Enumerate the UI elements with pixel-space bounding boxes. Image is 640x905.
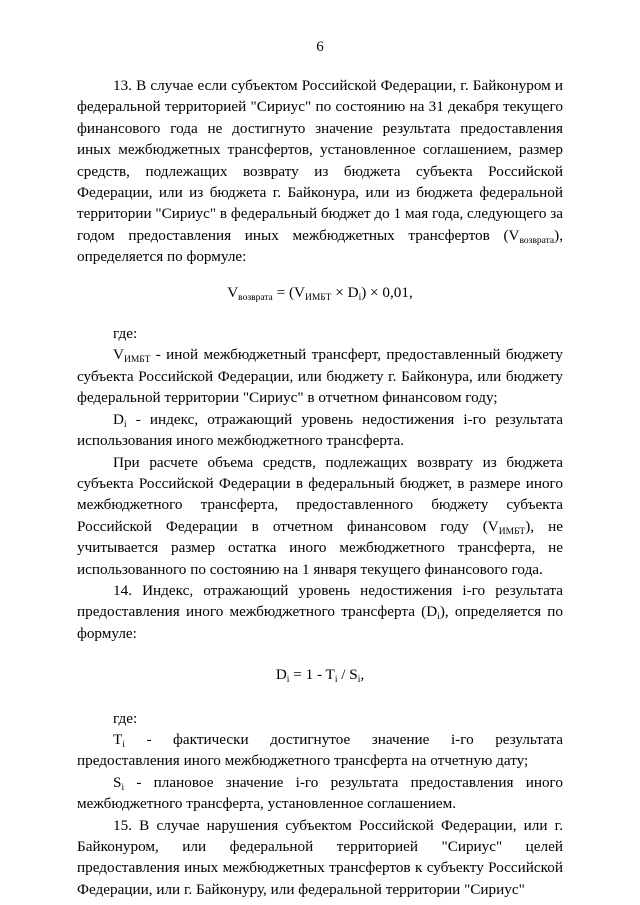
definition-si: $S_i$ - плановое значение i-го результата предоставления иного межбюджетного трансферта, установленное соглашением. bbox=[77, 773, 563, 813]
paragraph-15: 15. В случае нарушения субъектом Российской Федерации, или г. Байконуром, или федеральной территорией "Сириус" целей предоставления иных межбюджетных трансфертов к субъекту Российской Федерации, или г. Байконуру, или федеральной территории "Сириус" bbox=[77, 816, 563, 898]
where-label-2: где: bbox=[113, 709, 138, 727]
paragraph-calculation: При расчете объема средств, подлежащих возврату из бюджета субъекта Российской Федерации в федеральный бюджет, в размере иного межбюджетного трансферта, предоставленного бюджету субъекта Российской Федерации в отчетном финансовом году $(V_{ИМБТ})$, не учитывается размер остатка иного межбюджетного трансферта, не использованного по состоянию на 1 января текущего финансового года. bbox=[77, 453, 563, 578]
definition-ti: $T_i$ - фактически достигнутое значение i-го результата предоставления иного межбюджетного трансферта на отчетную дату; bbox=[77, 730, 563, 770]
definition-di: $D_i$ - индекс, отражающий уровень недостижения i-го результата использования иного межбюджетного трансферта. bbox=[77, 410, 563, 450]
formula-index: $D_i = 1 - T_i / S_i$, bbox=[275, 666, 365, 686]
definition-vimbt: $V_{ИМБТ}$ - иной межбюджетный трансферт, предоставленный бюджету субъекта Российской Федерации, или бюджету г. Байконура, или бюджету федеральной территории "Сириус" в отчетном финансовом году; bbox=[77, 346, 563, 407]
paragraph-14: 14. Индекс, отражающий уровень недостижения i-го результата предоставления иного межбюджетного трансферта $(D_i)$, определяется по формуле: bbox=[77, 581, 563, 642]
paragraph-13: 13. В случае если субъектом Российской Федерации, г. Байконуром и федеральной территорией "Сириус" по состоянию на 31 декабря текущего финансового года не достигнуто значение результата предоставления иных межбюджетных трансфертов, установленное соглашением, размер средств, подлежащих возврату из бюджета субъекта Российской Федерации, или из бюджета г. Байконура, или из бюджета федеральной территории "Сириус" в федеральный бюджет до 1 мая года, следующего за годом предоставления иных межбюджетных трансфертов $(V_{возврата})$, определяется по формуле: bbox=[77, 77, 563, 266]
page-number: 6 bbox=[316, 39, 324, 55]
where-label: где: bbox=[113, 325, 138, 343]
document-body bbox=[77, 75, 563, 900]
formula-return-amount: $V_{возврата} = (V_{ИМБТ} \times D_i) \times 0,01$, bbox=[227, 283, 413, 303]
